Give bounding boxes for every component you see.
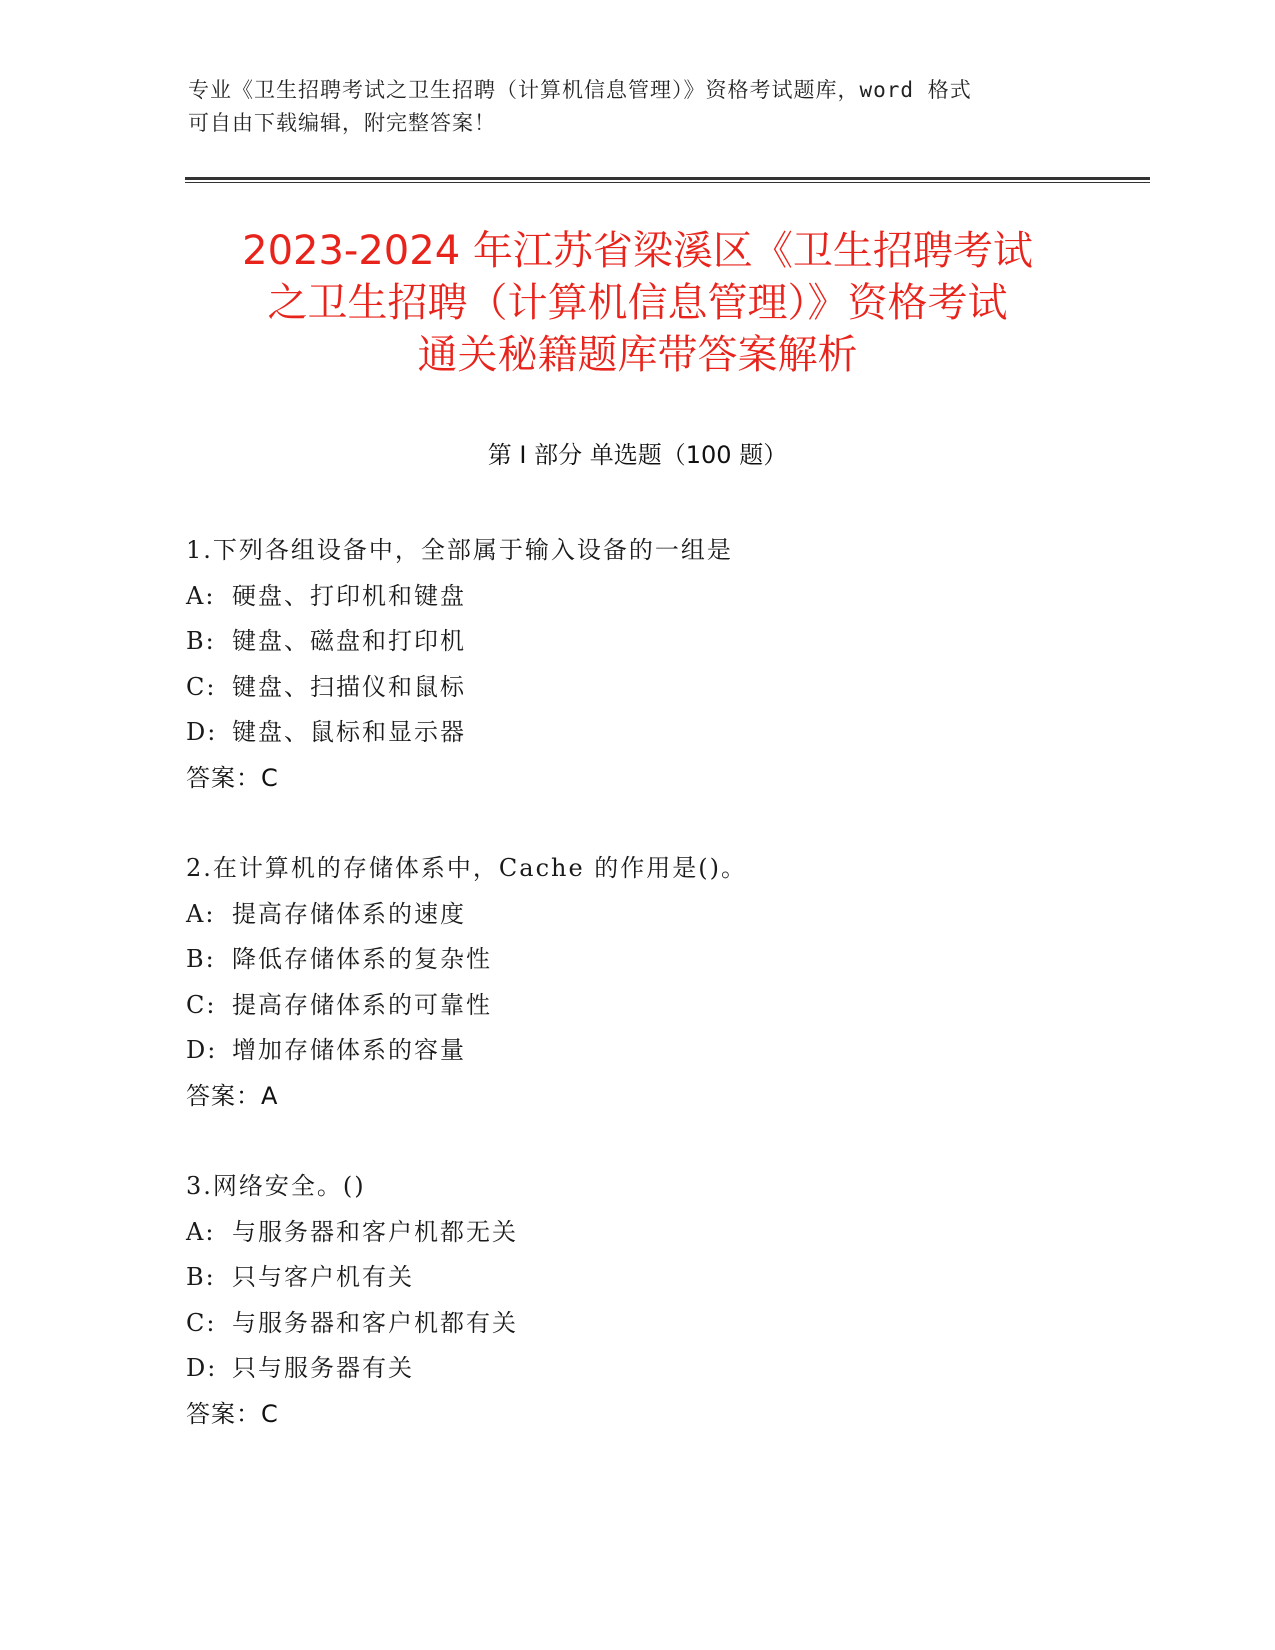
option-text: 增加存储体系的容量: [232, 1036, 466, 1064]
question-1: [186, 528, 1086, 801]
option-key: B:: [186, 627, 216, 655]
option-text: 只与客户机有关: [232, 1263, 414, 1291]
question-3: [186, 1164, 1086, 1437]
option-key: A:: [186, 581, 216, 610]
option-text: 提高存储体系的可靠性: [232, 990, 492, 1019]
option-text: 降低存储体系的复杂性: [232, 945, 492, 973]
option-text: 键盘、鼠标和显示器: [232, 718, 466, 746]
answer: 答案：A: [186, 1081, 279, 1110]
title-line-2: 之卫生招聘（计算机信息管理）》资格考试: [267, 280, 1008, 326]
option-key: C:: [186, 672, 217, 701]
option-text: 与服务器和客户机都有关: [232, 1308, 518, 1337]
question-stem: 2.在计算机的存储体系中，Cache 的作用是()。: [186, 854, 748, 882]
header-note-line-2: 可自由下载编辑，附完整答案！: [188, 111, 496, 135]
option-key: A:: [186, 899, 216, 928]
question-2: [186, 846, 1086, 1119]
option-key: D:: [186, 1354, 218, 1382]
header-note-line-1: 专业《卫生招聘考试之卫生招聘（计算机信息管理）》资格考试题库，word 格式: [188, 78, 972, 102]
document-title: [180, 225, 1095, 381]
option-c: [186, 1301, 1086, 1347]
option-text: 提高存储体系的速度: [232, 899, 466, 928]
option-key: A:: [186, 1217, 216, 1246]
answer: 答案：C: [186, 1399, 279, 1428]
option-a: [186, 574, 1086, 620]
option-b: [186, 937, 1086, 983]
section-heading: 第 I 部分 单选题（100 题）: [487, 441, 788, 469]
header-rule-thick: [185, 177, 1150, 180]
option-key: D:: [186, 718, 218, 746]
option-a: [186, 892, 1086, 938]
title-line-3: 通关秘籍题库带答案解析: [417, 332, 858, 378]
option-key: C:: [186, 1308, 217, 1337]
title-line-1: 2023-2024 年江苏省梁溪区《卫生招聘考试: [242, 228, 1033, 274]
option-d: [186, 1346, 1086, 1392]
option-b: [186, 1255, 1086, 1301]
option-key: D:: [186, 1036, 218, 1064]
answer: 答案：C: [186, 763, 279, 792]
question-stem: 1.下列各组设备中，全部属于输入设备的一组是: [186, 536, 733, 564]
option-key: B:: [186, 1263, 216, 1291]
question-list: [186, 528, 1086, 1482]
header-note: [188, 74, 1088, 140]
option-a: [186, 1210, 1086, 1256]
option-text: 与服务器和客户机都无关: [232, 1217, 518, 1246]
option-key: C:: [186, 990, 217, 1019]
option-b: [186, 619, 1086, 665]
header-rule-thin: [185, 182, 1150, 183]
option-d: [186, 1028, 1086, 1074]
option-text: 键盘、扫描仪和鼠标: [232, 672, 466, 701]
option-d: [186, 710, 1086, 756]
question-stem: 3.网络安全。(): [186, 1172, 366, 1200]
option-text: 硬盘、打印机和键盘: [232, 581, 466, 610]
option-text: 键盘、磁盘和打印机: [232, 627, 466, 655]
option-text: 只与服务器有关: [232, 1354, 414, 1382]
option-c: [186, 983, 1086, 1029]
option-key: B:: [186, 945, 216, 973]
option-c: [186, 665, 1086, 711]
